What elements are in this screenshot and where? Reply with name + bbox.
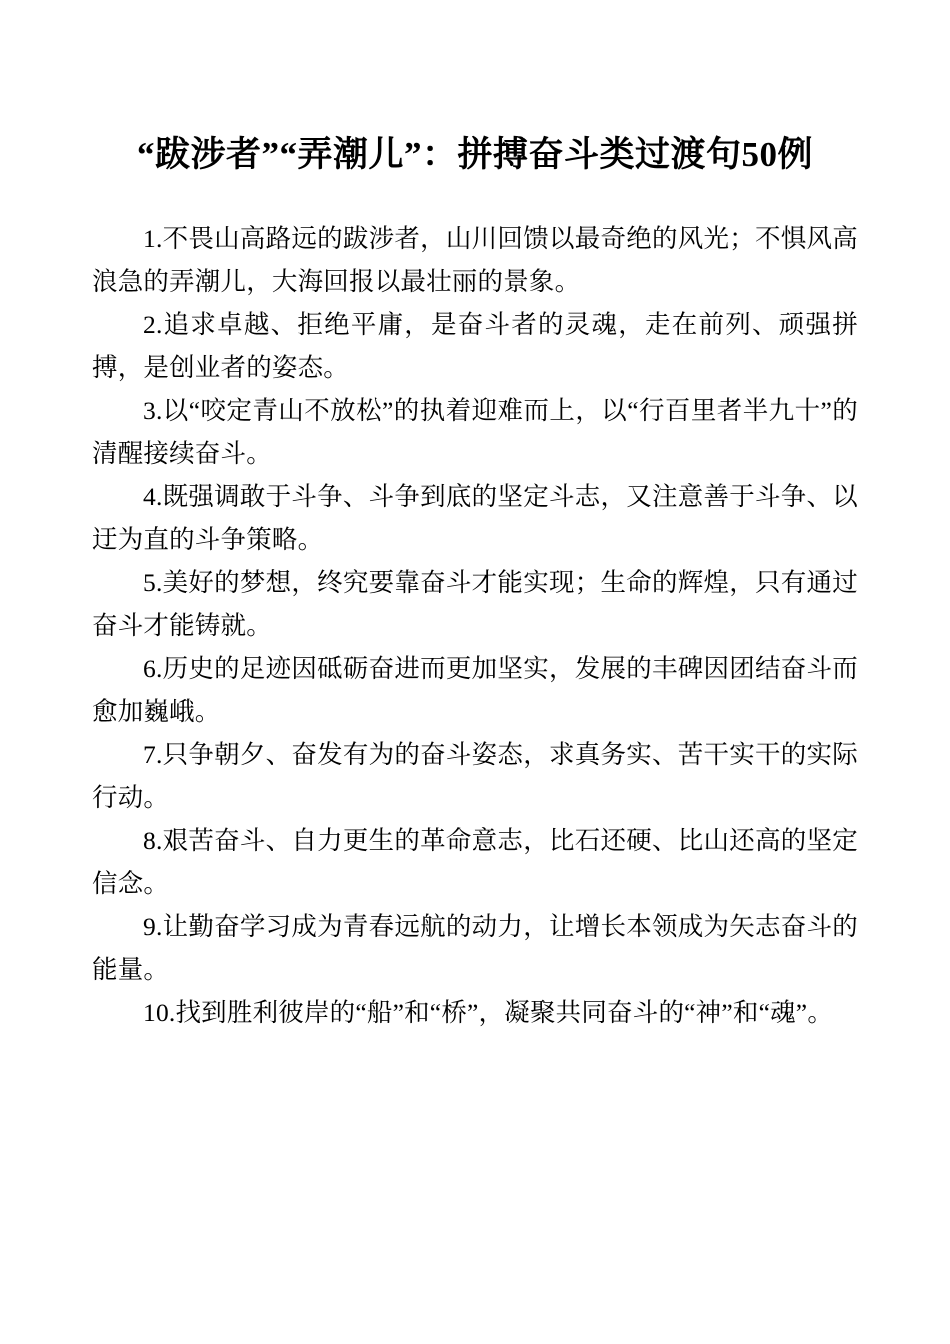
paragraph-item: 6.历史的足迹因砥砺奋进而更加坚实，发展的丰碑因团结奋斗而愈加巍峨。	[92, 654, 858, 726]
paragraph-item: 5.美好的梦想，终究要靠奋斗才能实现；生命的辉煌，只有通过奋斗才能铸就。	[92, 568, 858, 640]
document-body	[0, 181, 950, 1034]
paragraph-item: 1.不畏山高路远的跋涉者，山川回馈以最奇绝的风光；不惧风高浪急的弄潮儿，大海回报以最壮丽的景象。	[92, 224, 858, 296]
paragraph-item: 7.只争朝夕、奋发有为的奋斗姿态，求真务实、苦干实干的实际行动。	[92, 740, 858, 812]
paragraph-item: 4.既强调敢于斗争、斗争到底的坚定斗志，又注意善于斗争、以迂为直的斗争策略。	[92, 482, 858, 554]
paragraph-item: 8.艰苦奋斗、自力更生的革命意志，比石还硬、比山还高的坚定信念。	[92, 826, 858, 898]
page-title: “跋涉者”“弄潮儿”：拼搏奋斗类过渡句50例	[136, 135, 813, 174]
paragraph-item: 3.以“咬定青山不放松”的执着迎难而上，以“行百里者半九十”的清醒接续奋斗。	[92, 396, 858, 468]
paragraph-item: 2.追求卓越、拒绝平庸，是奋斗者的灵魂，走在前列、顽强拼搏，是创业者的姿态。	[92, 310, 858, 382]
paragraph-item: 9.让勤奋学习成为青春远航的动力，让增长本领成为矢志奋斗的能量。	[92, 912, 858, 984]
paragraph-item: 10.找到胜利彼岸的“船”和“桥”，凝聚共同奋斗的“神”和“魂”。	[143, 998, 834, 1027]
